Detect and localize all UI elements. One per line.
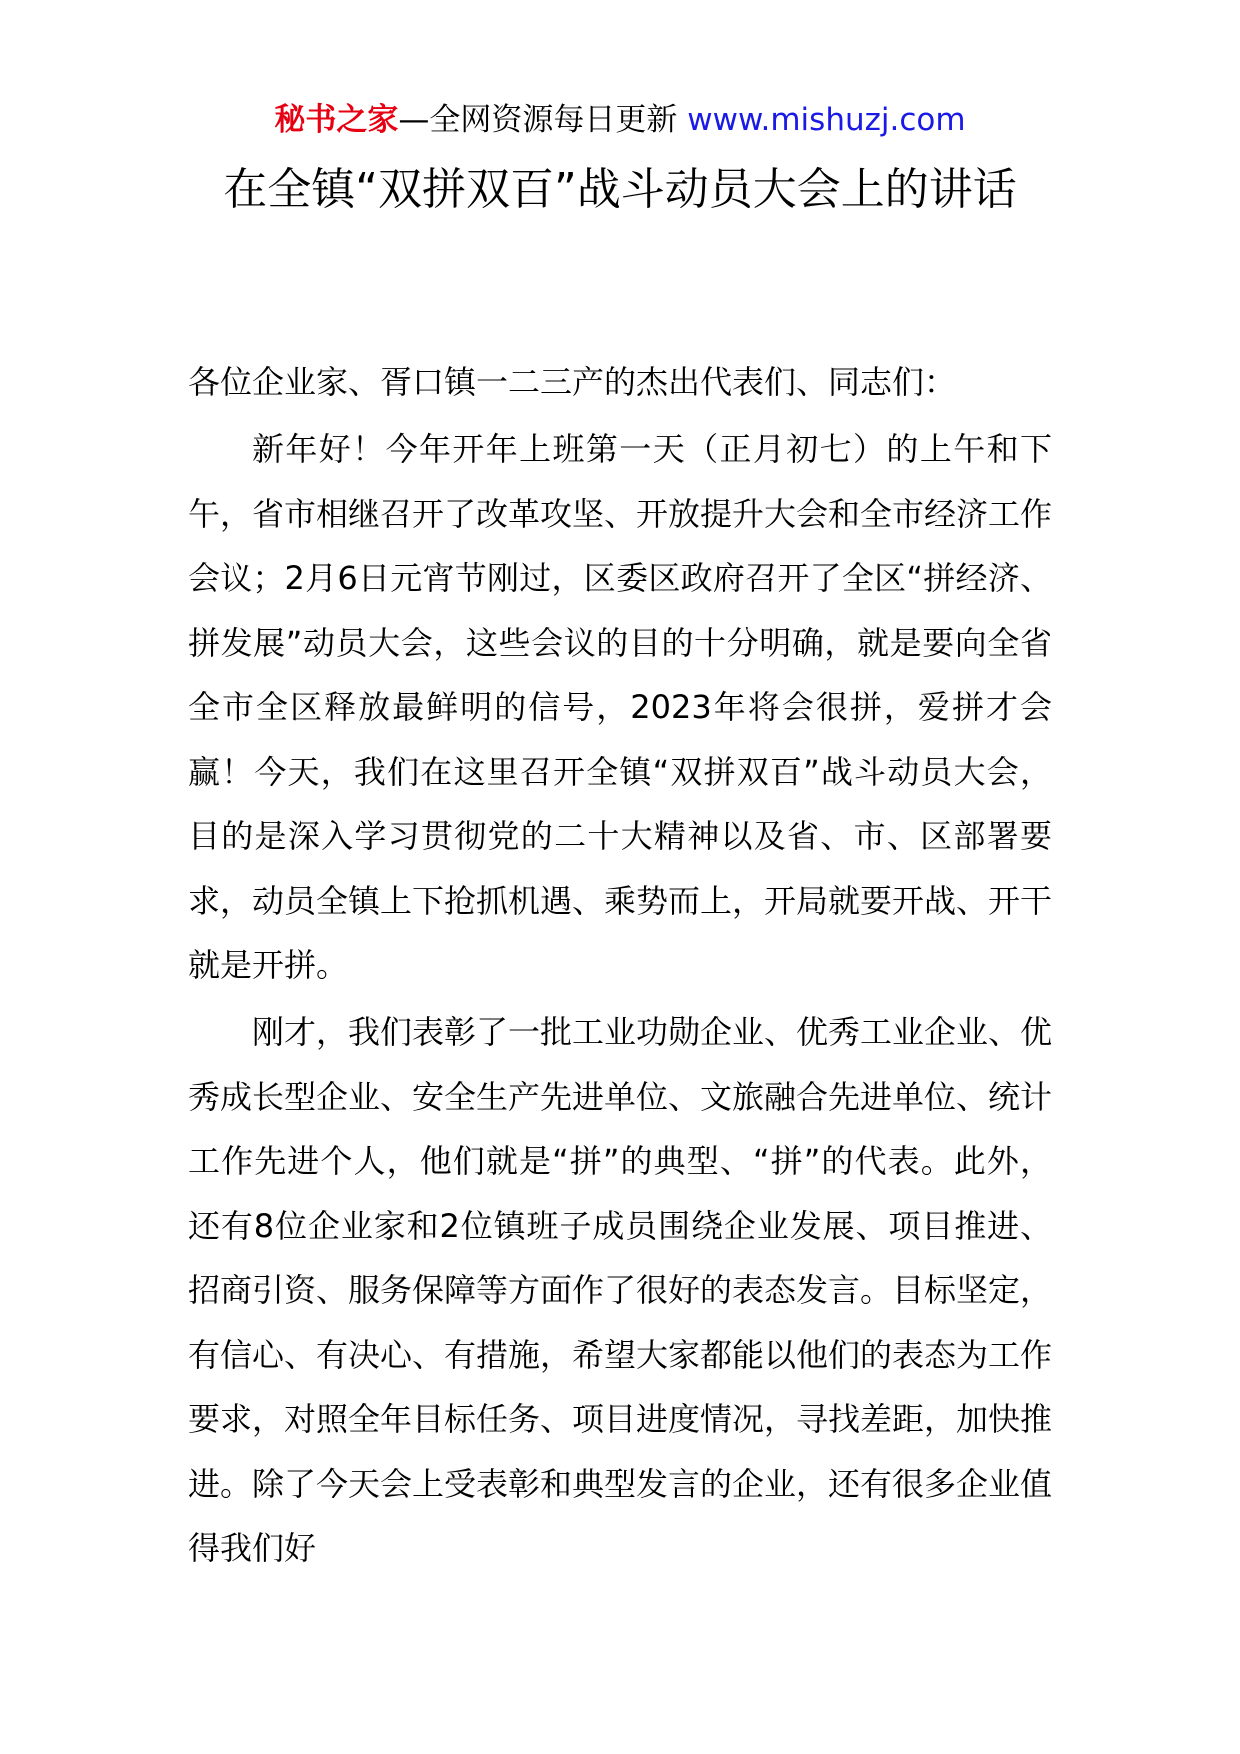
site-url-link[interactable]: www.mishuzj.com — [687, 102, 966, 138]
document-title: 在全镇“双拼双百”战斗动员大会上的讲话 — [223, 164, 1017, 215]
body-paragraph: 新年好！今年开年上班第一天（正月初七）的上午和下午，省市相继召开了改革攻坚、开放提升大会和全市经济工作会议；2月6日元宵节刚过，区委区政府召开了全区“拼经济、拼发展”动员大会，这些会议的目的十分明确，就是要向全省全市全区释放最鲜明的信号，2023年将会很拼，爱拼才会赢！今天，我们在这里召开全镇“双拼双百”战斗动员大会，目的是深入学习贯彻党的二十大精神以及省、市、区部署要求，动员全镇上下抢抓机遇、乘势而上，开局就要开战、开干就是开拼。 — [188, 430, 1053, 984]
salutation: 各位企业家、胥口镇一二三产的杰出代表们、同志们： — [188, 363, 957, 401]
site-header — [0, 98, 1240, 142]
site-tagline: —全网资源每日更新 — [398, 102, 678, 138]
body-paragraph: 刚才，我们表彰了一批工业功勋企业、优秀工业企业、优秀成长型企业、安全生产先进单位、文旅融合先进单位、统计工作先进个人，他们就是“拼”的典型、“拼”的代表。此外，还有8位企业家和2位镇班子成员围绕企业发展、项目推进、招商引资、服务保障等方面作了很好的表态发言。目标坚定，有信心、有决心、有措施，希望大家都能以他们的表态为工作要求，对照全年目标任务、项目进度情况，寻找差距，加快推进。除了今天会上受表彰和典型发言的企业，还有很多企业值得我们好 — [188, 1013, 1053, 1567]
site-brand: 秘书之家 — [274, 102, 399, 138]
